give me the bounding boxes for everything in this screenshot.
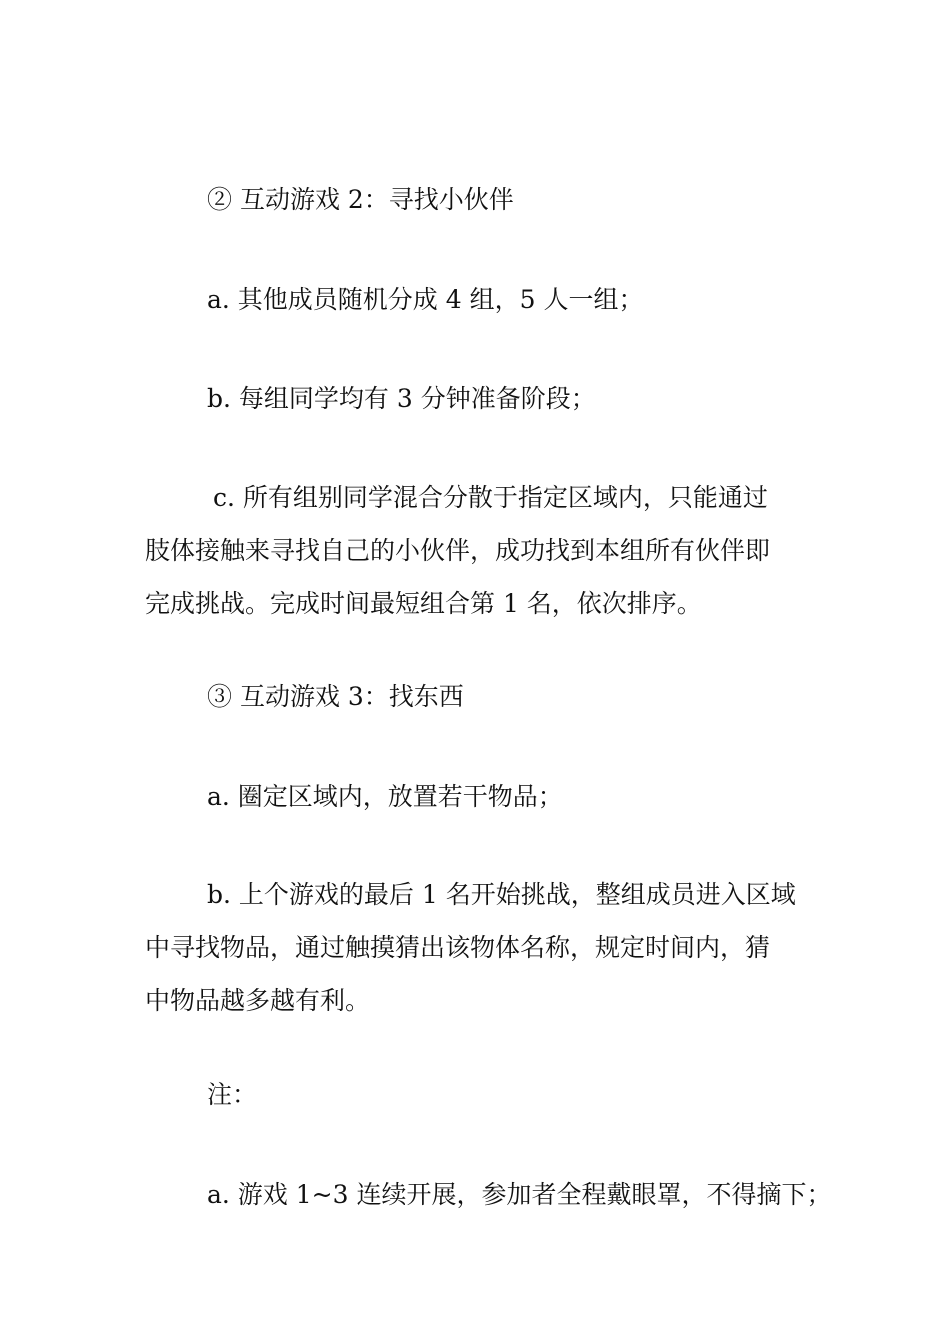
text-line: ③ 互动游戏 3：找东西 [207,682,464,711]
text-line: a. 游戏 1~3 连续开展，参加者全程戴眼罩，不得摘下； [207,1180,832,1209]
text-line: 中物品越多越有利。 [145,986,371,1015]
text-line: b. 每组同学均有 3 分钟准备阶段； [207,384,596,413]
text-line: a. 其他成员随机分成 4 组，5 人一组； [207,285,644,314]
text-line: c. 所有组别同学混合分散于指定区域内，只能通过 [213,483,768,512]
game3-step-a [145,770,810,823]
game3-step-b [145,868,810,1027]
game2-heading [145,173,810,226]
game3-heading [145,670,810,723]
note-item-a [145,1168,832,1221]
text-line: 中寻找物品，通过触摸猜出该物体名称，规定时间内，猜 [145,933,771,962]
text-line: b. 上个游戏的最后 1 名开始挑战，整组成员进入区域 [207,880,796,909]
note-heading [145,1068,810,1121]
text-line: 完成挑战。完成时间最短组合第 1 名，依次排序。 [145,589,702,618]
game2-step-a [145,273,810,326]
text-line: 注： [207,1080,258,1109]
text-line: a. 圈定区域内，放置若干物品； [207,782,563,811]
text-line: ② 互动游戏 2：寻找小伙伴 [207,185,514,214]
game2-step-b [145,372,810,425]
game2-step-c [145,471,810,630]
text-line: 肢体接触来寻找自己的小伙伴，成功找到本组所有伙伴即 [145,536,771,565]
